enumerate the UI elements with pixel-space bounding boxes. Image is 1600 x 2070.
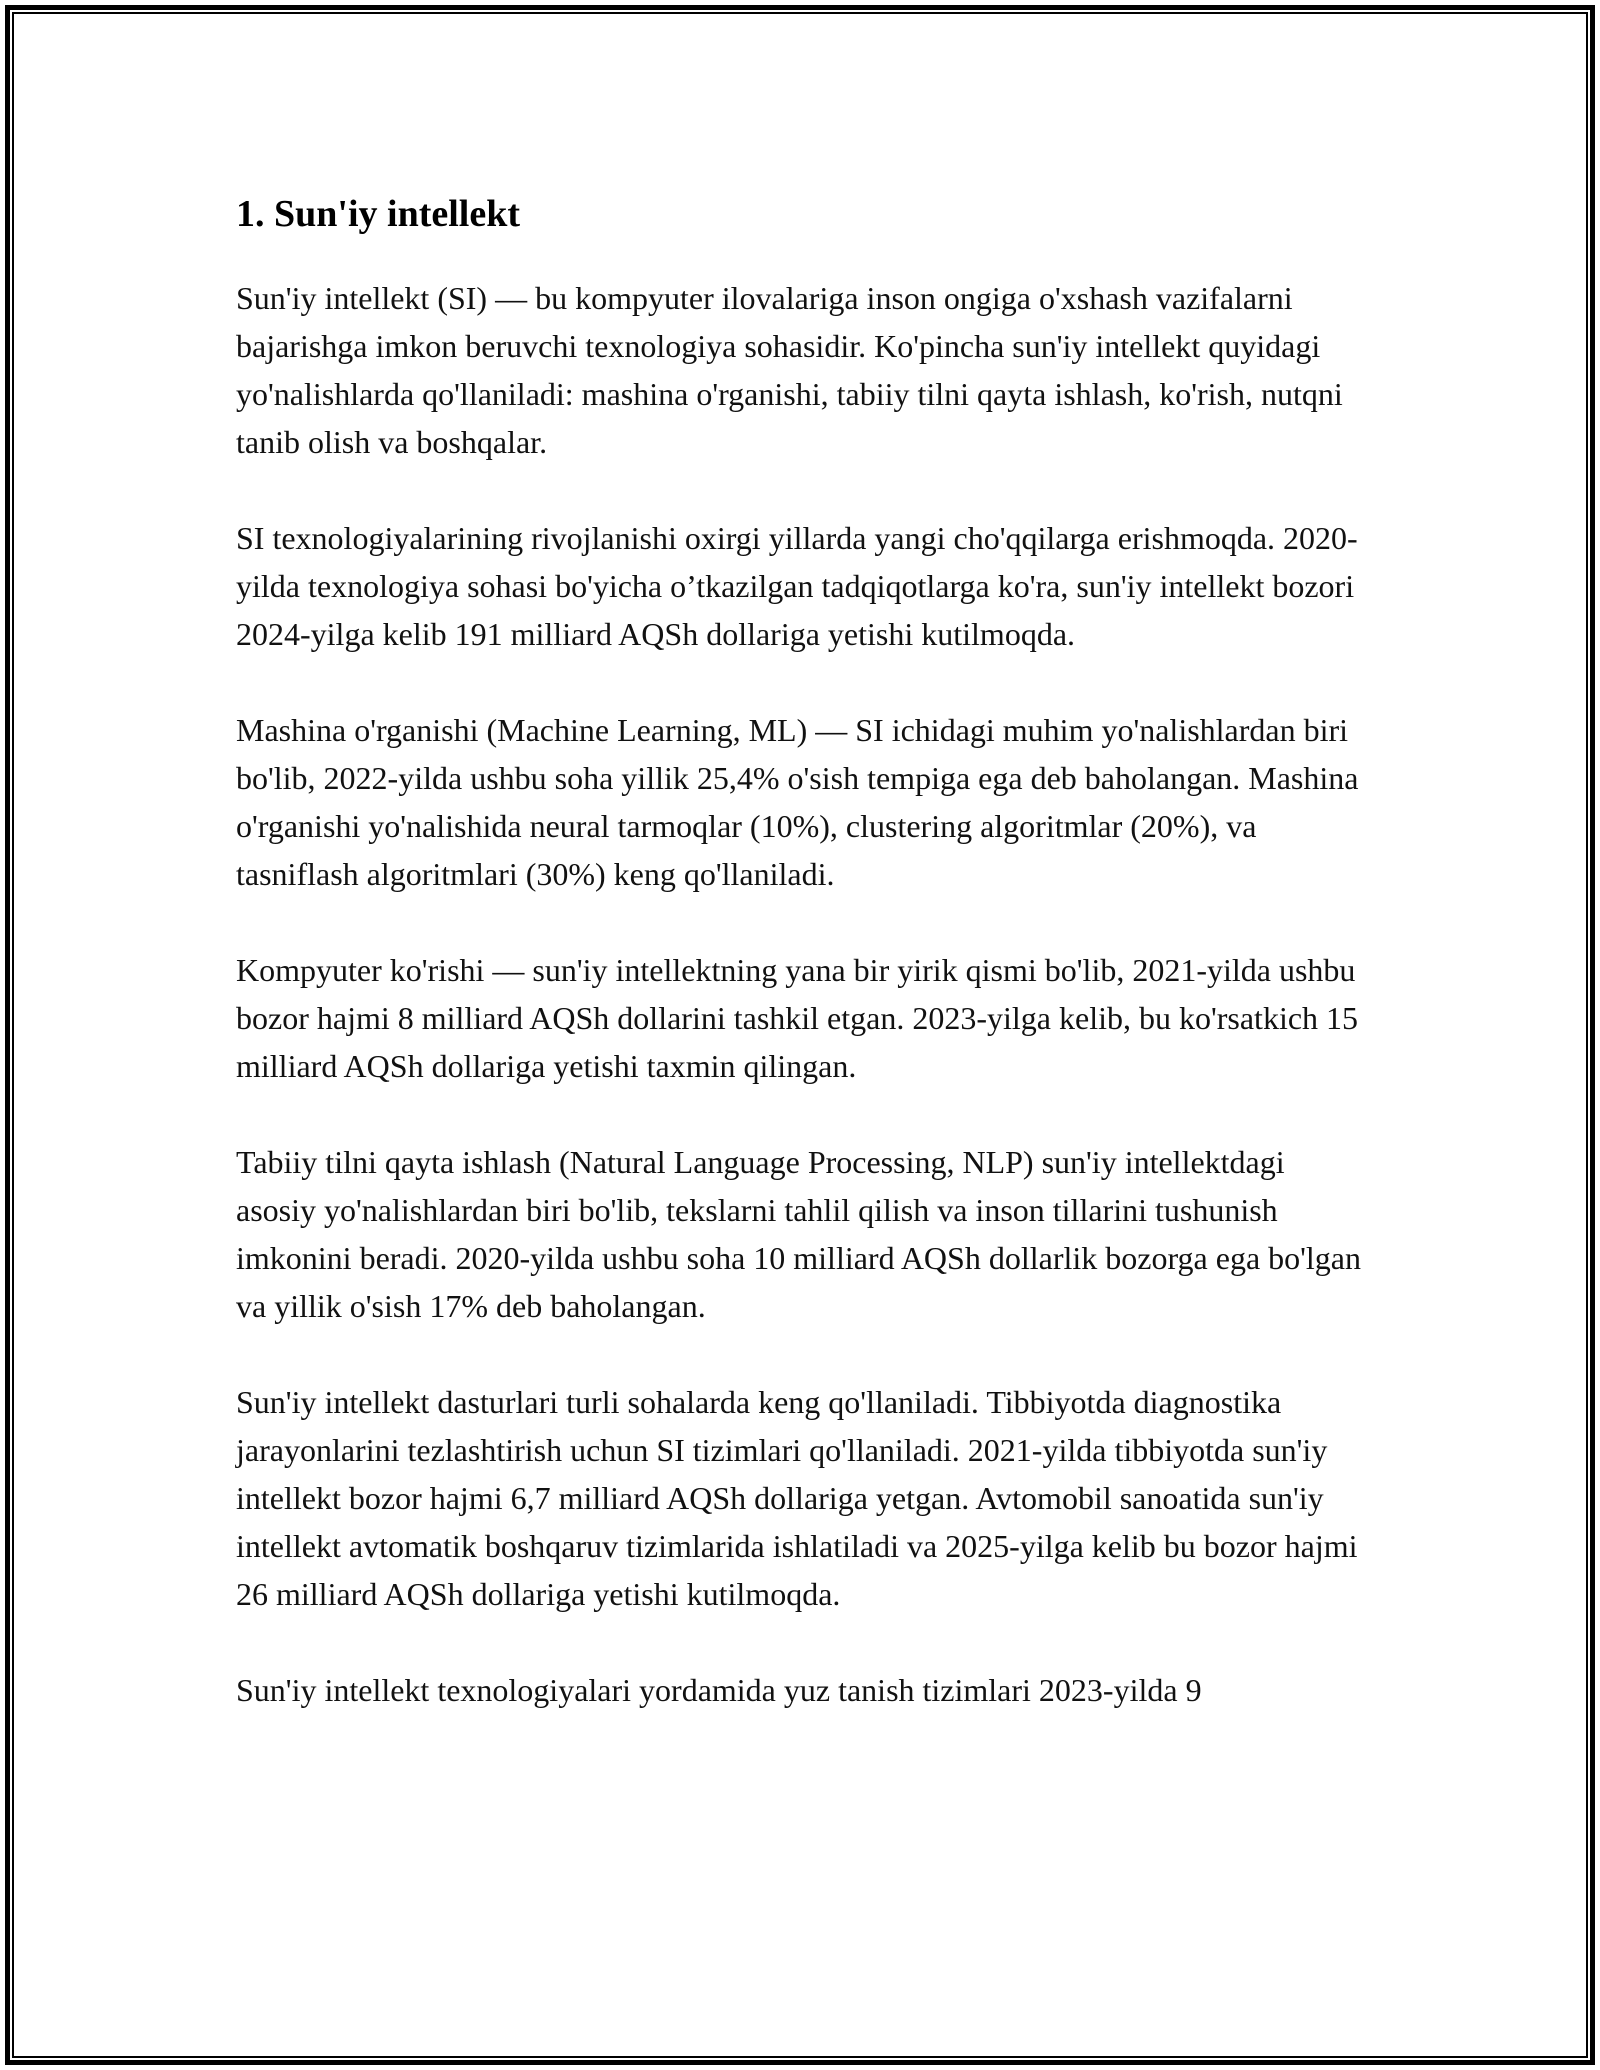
paragraph-nlp: Tabiiy tilni qayta ishlash (Natural Language Processing, NLP) sun'iy intellektdagi asosiy yo'nalishlardan biri bo'lib, tekslarni tahlil qilish va inson tillarini tushunish imkonini beradi. 2020-yilda ushbu soha 10 milliard AQSh dollarlik bozorga ega bo'lgan va yillik o'sish 17% deb baholangan. [236, 1144, 1361, 1324]
paragraph-face-recognition: Sun'iy intellekt texnologiyalari yordamida yuz tanish tizimlari 2023-yilda 9 [236, 1672, 1202, 1708]
paragraph-applications: Sun'iy intellekt dasturlari turli sohalarda keng qo'llaniladi. Tibbiyotda diagnostika jarayonlarini tezlashtirish uchun SI tizimlari qo'llaniladi. 2021-yilda tibbiyotda sun'iy intellekt bozor hajmi 6,7 milliard AQSh dollariga yetgan. Avtomobil sanoatida sun'iy intellekt avtomatik boshqaruv tizimlarida ishlatiladi va 2025-yilga kelib bu bozor hajmi 26 milliard AQSh dollariga yetishi kutilmoqda. [236, 1384, 1358, 1612]
paragraph-intro: Sun'iy intellekt (SI) — bu kompyuter ilovalariga inson ongiga o'xshash vazifalarni bajarishga imkon beruvchi texnologiya sohasidir. Ko'pincha sun'iy intellekt quyidagi yo'nalishlarda qo'llaniladi: mashina o'rganishi, tabiiy tilni qayta ishlash, ko'rish, nutqni tanib olish va boshqalar. [236, 280, 1343, 460]
section-heading: 1. Sun'iy intellekt [236, 193, 520, 235]
document-body [236, 186, 1366, 1762]
paragraph-computer-vision: Kompyuter ko'rishi — sun'iy intellektning yana bir yirik qismi bo'lib, 2021-yilda ushbu bozor hajmi 8 milliard AQSh dollarini tashkil etgan. 2023-yilga kelib, bu ko'rsatkich 15 milliard AQSh dollariga yetishi taxmin qilingan. [236, 952, 1359, 1084]
paragraph-market-growth: SI texnologiyalarining rivojlanishi oxirgi yillarda yangi cho'qqilarga erishmoqda. 2020-yilda texnologiya sohasi bo'yicha o’tkazilgan tadqiqotlarga ko'ra, sun'iy intellekt bozori 2024-yilga kelib 191 milliard AQSh dollariga yetishi kutilmoqda. [236, 520, 1358, 652]
paragraph-machine-learning: Mashina o'rganishi (Machine Learning, ML) — SI ichidagi muhim yo'nalishlardan biri bo'lib, 2022-yilda ushbu soha yillik 25,4% o'sish tempiga ega deb baholangan. Mashina o'rganishi yo'nalishida neural tarmoqlar (10%), clustering algoritmlar (20%), va tasniflash algoritmlari (30%) keng qo'llaniladi. [236, 712, 1359, 892]
